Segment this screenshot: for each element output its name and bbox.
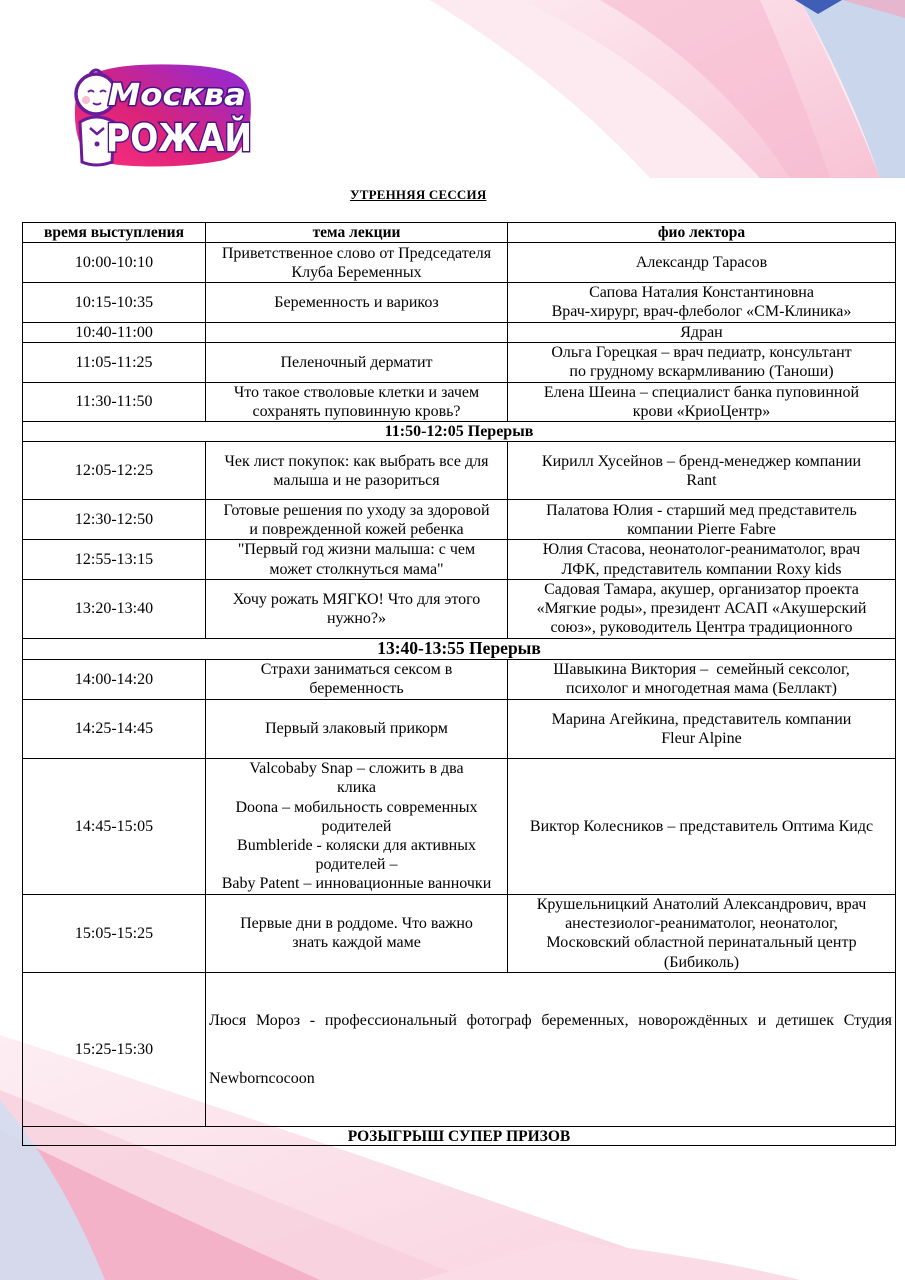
topic-cell: Страхи заниматься сексом в беременность [206,659,508,699]
topic-cell: Первый злаковый прикорм [206,699,508,758]
table-row [23,243,896,283]
time-cell: 14:25-14:45 [23,699,206,758]
prize-draw-row [23,1127,896,1146]
photo-description-cell [206,972,896,1127]
speaker-cell: Елена Шеина – специалист банка пуповинной крови «КриоЦентр» [508,382,896,421]
time-cell: 10:15-10:35 [23,283,206,322]
logo-text-line1: Москва [108,78,246,113]
topic-cell: Valcobaby Snap – сложить в два клика Doona – мобильность современных родителей Bumbleride - коляски для активных родителей – Baby Patent – инновационные ванночки [206,758,508,894]
table-row [23,500,896,540]
speaker-cell: Юлия Стасова, неонатолог-реаниматолог, врач ЛФК, представитель компании Roxy kids [508,540,896,579]
header-time: время выступления [23,223,206,243]
time-cell: 10:40-11:00 [23,322,206,342]
table-row [23,659,896,699]
time-cell: 14:00-14:20 [23,659,206,699]
speaker-cell: Виктор Колесников – представитель Оптима Кидс [508,758,896,894]
table-row [23,540,896,579]
time-cell: 14:45-15:05 [23,758,206,894]
topic-cell: Хочу рожать МЯГКО! Что для этого нужно?» [206,579,508,638]
time-cell: 12:30-12:50 [23,500,206,540]
time-cell: 12:55-13:15 [23,540,206,579]
speaker-cell: Ольга Горецкая – врач педиатр, консультант по грудному вскармливанию (Таноши) [508,342,896,382]
speaker-cell: Марина Агейкина, представитель компании Fleur Alpine [508,699,896,758]
photo-description-line1: Люся Мороз - профессиональный фотограф беременных, новорождённых и детишек Студия [209,1012,892,1030]
header-topic: тема лекции [206,223,508,243]
topic-cell: Пеленочный дерматит [206,342,508,382]
topic-cell: "Первый год жизни малыша: с чем может столкнуться мама" [206,540,508,579]
topic-cell: Чек лист покупок: как выбрать все для малыша и не разориться [206,442,508,500]
table-row [23,758,896,894]
schedule-table [22,222,896,1146]
speaker-cell: Крушельницкий Анатолий Александрович, врач анестезиолог-реаниматолог, неонатолог, Московский областной перинатальный центр (Бибиколь) [508,894,896,972]
photo-row [23,972,896,1127]
time-cell: 11:30-11:50 [23,382,206,421]
speaker-cell: Кирилл Хусейнов – бренд-менеджер компании Rant [508,442,896,500]
time-cell: 15:05-15:25 [23,894,206,972]
speaker-cell: Александр Тарасов [508,243,896,283]
photo-description-line2: Newborncocoon [209,1069,315,1087]
speaker-cell: Шавыкина Виктория – семейный сексолог, психолог и многодетная мама (Беллакт) [508,659,896,699]
break-label: 11:50-12:05 Перерыв [23,422,896,442]
table-row [23,699,896,758]
topic-cell: Первые дни в роддоме. Что важно знать каждой маме [206,894,508,972]
time-cell: 11:05-11:25 [23,342,206,382]
logo-text-line2: РОЖАЙ [106,116,252,160]
prize-draw-label: РОЗЫГРЫШ СУПЕР ПРИЗОВ [23,1127,896,1146]
break-row [23,422,896,442]
break-label: 13:40-13:55 Перерыв [23,638,896,659]
break-row [23,638,896,659]
logo [62,58,258,172]
speaker-cell: Сапова Наталия Константиновна Врач-хирург, врач-флеболог «СМ-Клиника» [508,283,896,322]
topic-cell: Готовые решения по уходу за здоровой и поврежденной кожей ребенка [206,500,508,540]
header-speaker: фио лектора [508,223,896,243]
table-row [23,382,896,421]
topic-cell: Что такое стволовые клетки и зачем сохранять пуповинную кровь? [206,382,508,421]
topic-cell: Приветственное слово от Председателя Клуба Беременных [206,243,508,283]
time-cell: 15:25-15:30 [23,972,206,1127]
speaker-cell: Садовая Тамара, акушер, организатор проекта «Мягкие роды», президент АСАП «Акушерский союз», руководитель Центра традиционного [508,579,896,638]
session-title: УТРЕННЯЯ СЕССИЯ [350,187,487,202]
speaker-cell: Ядран [508,322,896,342]
topic-cell: Беременность и варикоз [206,283,508,322]
topic-cell [206,322,508,342]
speaker-cell: Палатова Юлия - старший мед представитель компании Pierre Fabre [508,500,896,540]
table-row [23,442,896,500]
time-cell: 10:00-10:10 [23,243,206,283]
table-row [23,894,896,972]
table-row [23,579,896,638]
table-row [23,322,896,342]
time-cell: 12:05-12:25 [23,442,206,500]
time-cell: 13:20-13:40 [23,579,206,638]
table-row [23,342,896,382]
table-header-row [23,223,896,243]
table-row [23,283,896,322]
